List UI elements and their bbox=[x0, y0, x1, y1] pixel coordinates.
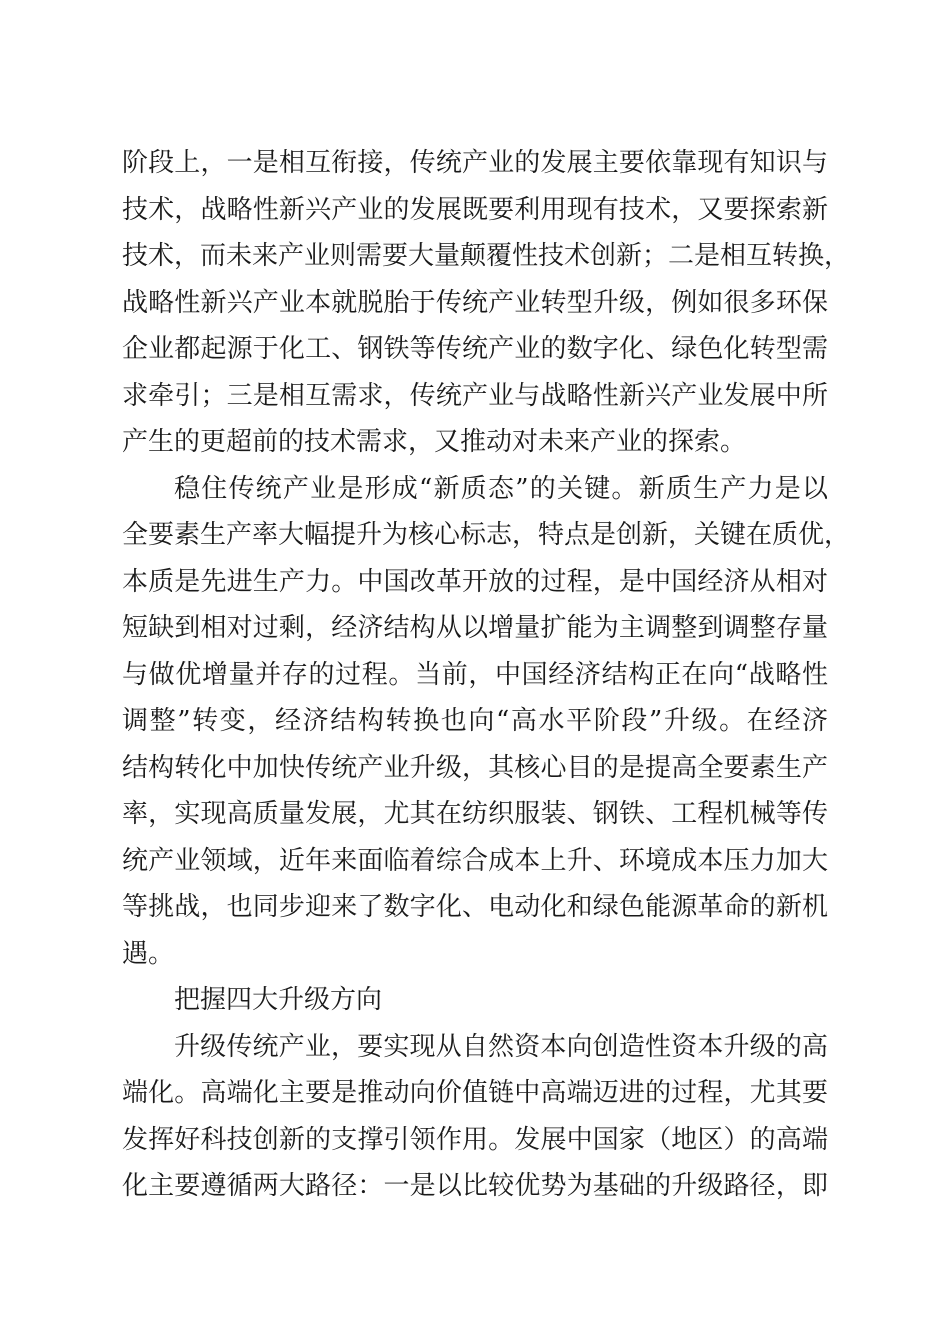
paragraph-3-line: 升级传统产业，要实现从自然资本向创造性资本升级的高 bbox=[174, 1032, 828, 1062]
paragraph-2-line: 等挑战，也同步迎来了数字化、电动化和绿色能源革命的新机 bbox=[122, 892, 828, 922]
paragraph-2-line: 统产业领域，近年来面临着综合成本上升、环境成本压力加大 bbox=[122, 846, 828, 876]
paragraph-1-line: 技术，战略性新兴产业的发展既要利用现有技术，又要探索新 bbox=[122, 195, 828, 225]
paragraph-3-line: 端化。高端化主要是推动向价值链中高端迈进的过程，尤其要 bbox=[122, 1078, 828, 1108]
paragraph-1-line: 技术，而未来产业则需要大量颠覆性技术创新；二是相互转换， bbox=[122, 241, 851, 271]
paragraph-2-line: 本质是先进生产力。中国改革开放的过程，是中国经济从相对 bbox=[122, 567, 828, 597]
section-heading: 把握四大升级方向 bbox=[174, 985, 383, 1015]
paragraph-1-line: 阶段上，一是相互衔接，传统产业的发展主要依靠现有知识与 bbox=[122, 148, 828, 178]
paragraph-1-line: 企业都起源于化工、钢铁等传统产业的数字化、绿色化转型需 bbox=[122, 334, 828, 364]
paragraph-2-line: 全要素生产率大幅提升为核心标志，特点是创新，关键在质优， bbox=[122, 520, 851, 550]
paragraph-3-line: 发挥好科技创新的支撑引领作用。发展中国家（地区）的高端 bbox=[122, 1125, 828, 1155]
paragraph-1-line: 产生的更超前的技术需求，又推动对未来产业的探索。 bbox=[122, 427, 747, 457]
paragraph-2-line: 与做优增量并存的过程。当前，中国经济结构正在向“战略性 bbox=[122, 660, 828, 690]
paragraph-2-line: 遇。 bbox=[122, 939, 175, 969]
paragraph-2-line: 结构转化中加快传统产业升级，其核心目的是提高全要素生产 bbox=[122, 753, 828, 783]
paragraph-2-line: 调整”转变，经济结构转换也向“高水平阶段”升级。在经济 bbox=[122, 706, 828, 736]
paragraph-2-line: 率，实现高质量发展，尤其在纺织服装、钢铁、工程机械等传 bbox=[122, 799, 828, 829]
paragraph-2-line: 稳住传统产业是形成“新质态”的关键。新质生产力是以 bbox=[174, 474, 828, 504]
paragraph-3-line: 化主要遵循两大路径：一是以比较优势为基础的升级路径，即 bbox=[122, 1171, 828, 1201]
paragraph-1-line: 战略性新兴产业本就脱胎于传统产业转型升级，例如很多环保 bbox=[122, 288, 828, 318]
paragraph-1-line: 求牵引；三是相互需求，传统产业与战略性新兴产业发展中所 bbox=[122, 381, 828, 411]
paragraph-2-line: 短缺到相对过剩，经济结构从以增量扩能为主调整到调整存量 bbox=[122, 613, 828, 643]
